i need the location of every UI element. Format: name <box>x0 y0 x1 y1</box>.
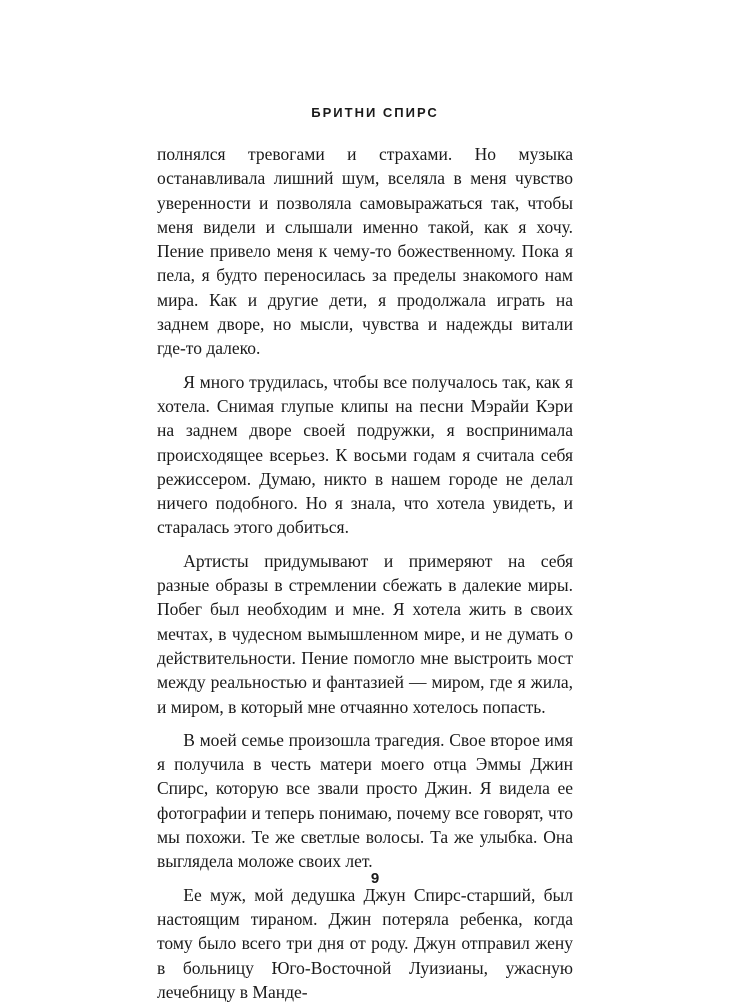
running-header: БРИТНИ СПИРС <box>311 105 439 120</box>
paragraph-5: Ее муж, мой дедушка Джун Спирс-старший, был настоящим тираном. Джин потеряла ребенка, когда тому было всего три дня от роду. Джун отправил жену в больницу Юго-Восточной Луизианы, ужасную лечебницу в Манде- <box>157 884 573 1002</box>
page-number: 9 <box>370 870 380 887</box>
paragraph-3: Артисты придумывают и примеряют на себя разные образы в стремлении сбежать в далекие миры. Побег был необходим и мне. Я хотела жить в своих мечтах, в чудесном вымышленном мире, и не думать о действительности. Пение помогло мне выстроить мост между реальностью и фантазией — миром, где я жила, и миром, в который мне отчаянно хотелось попасть. <box>157 550 573 717</box>
paragraph-4: В моей семье произошла трагедия. Свое второе имя я получила в честь матери моего отца Эммы Джин Спирс, которую все звали просто Джин. Я видела ее фотографии и теперь понимаю, почему все говорят, что мы похожи. Те же светлые волосы. Та же улыбка. Она выглядела моложе своих лет. <box>157 729 573 872</box>
paragraph-2: Я много трудилась, чтобы все получалось так, как я хотела. Снимая глупые клипы на песни Мэрайи Кэри на заднем дворе своей подружки, я воспринимала происходящее всерьез. К восьми годам я считала себя режиссером. Думаю, никто в нашем городе не делал ничего подобного. Но я знала, что хотела увидеть, и старалась этого добиться. <box>157 371 573 538</box>
paragraph-1: полнялся тревогами и страхами. Но музыка останавливала лишний шум, вселяла в меня чувство уверенности и позволяла самовыражаться так, чтобы меня видели и слышали именно такой, как я хочу. Пение привело меня к чему-то божественному. Пока я пела, я будто переносилась за пределы знакомого нам мира. Как и другие дети, я продолжала играть на заднем дворе, но мысли, чувства и надежды витали где-то далеко. <box>157 144 573 359</box>
